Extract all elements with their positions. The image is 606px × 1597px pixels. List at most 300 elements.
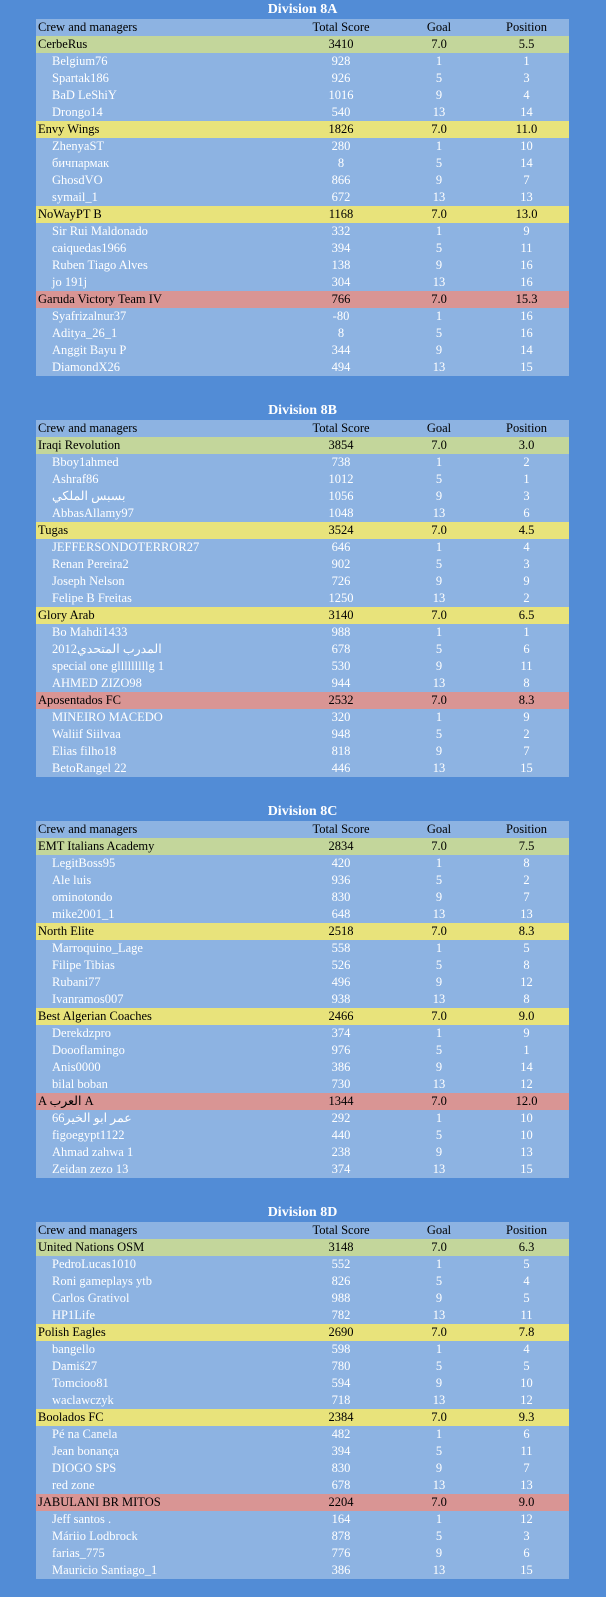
manager-goal: 1 (435, 139, 443, 153)
team-name: Tugas (38, 523, 69, 537)
manager-name: المدرب المتحدي2012 (52, 642, 162, 656)
manager-name: AbbasAllamy97 (52, 506, 134, 520)
team-goal: 7.0 (431, 37, 447, 51)
manager-name: bangello (52, 1342, 96, 1356)
manager-position: 4 (523, 1274, 530, 1288)
manager-score: 8 (337, 326, 345, 340)
manager-score: 540 (331, 105, 351, 119)
team-total-score: 2384 (328, 1410, 354, 1424)
manager-name: Aditya_26_1 (52, 326, 118, 340)
manager-row[interactable] (36, 624, 569, 641)
manager-goal: 5 (435, 156, 443, 170)
manager-score: 386 (331, 1060, 351, 1074)
manager-score: 726 (331, 574, 351, 588)
manager-score: 878 (331, 1529, 351, 1543)
manager-score: 304 (331, 275, 351, 289)
manager-position: 12 (520, 1512, 533, 1526)
manager-row[interactable] (36, 940, 569, 957)
manager-goal: 13 (432, 275, 446, 289)
division-table (36, 0, 569, 376)
manager-goal: 13 (432, 676, 446, 690)
manager-row[interactable] (36, 223, 569, 240)
manager-score: 926 (331, 71, 351, 85)
manager-score: 138 (331, 258, 351, 272)
manager-row[interactable] (36, 505, 569, 522)
manager-goal: 13 (432, 190, 446, 204)
team-goal: 7.0 (431, 693, 447, 707)
manager-position: 14 (520, 1060, 533, 1074)
manager-goal: 13 (432, 907, 446, 921)
manager-score: 482 (331, 1427, 351, 1441)
manager-goal: 5 (435, 241, 443, 255)
manager-row[interactable] (36, 70, 569, 87)
team-row[interactable] (36, 923, 569, 940)
manager-goal: 9 (435, 1145, 443, 1159)
manager-score: 374 (331, 1162, 351, 1176)
team-total-score: 2532 (328, 693, 354, 707)
team-total-score: 1168 (328, 207, 354, 221)
manager-name: DIOGO SPS (52, 1461, 117, 1475)
manager-name: GhosdVO (52, 173, 103, 187)
manager-score: 678 (331, 642, 351, 656)
manager-goal: 9 (435, 659, 443, 673)
manager-row[interactable] (36, 1545, 569, 1562)
team-total-score: 766 (331, 292, 351, 306)
division-title: Division 8D (267, 1205, 338, 1220)
manager-position: 16 (520, 309, 533, 323)
manager-score: 830 (331, 890, 351, 904)
manager-name: special one glllllllllg 1 (52, 659, 165, 673)
manager-row[interactable] (36, 1392, 569, 1409)
manager-name: Spartak186 (52, 71, 109, 85)
team-name: Iraqi Revolution (38, 438, 121, 452)
manager-position: 12 (520, 975, 533, 989)
team-row[interactable] (36, 1324, 569, 1341)
team-goal: 7.0 (431, 1495, 447, 1509)
team-row[interactable] (36, 121, 569, 138)
manager-score: 776 (331, 1546, 351, 1560)
manager-score: 8 (337, 156, 345, 170)
header-goal: Goal (426, 822, 452, 836)
team-goal: 7.0 (431, 924, 447, 938)
team-goal: 7.0 (431, 839, 447, 853)
manager-row[interactable] (36, 138, 569, 155)
manager-goal: 9 (435, 975, 443, 989)
manager-name: Pé na Canela (52, 1427, 118, 1441)
manager-position: 8 (523, 958, 530, 972)
manager-position: 6 (523, 1546, 530, 1560)
manager-row[interactable] (36, 257, 569, 274)
manager-goal: 13 (432, 1077, 446, 1091)
manager-row[interactable] (36, 342, 569, 359)
division-table (36, 802, 569, 1178)
manager-position: 15 (520, 1563, 533, 1577)
team-row[interactable] (36, 1008, 569, 1025)
table-header-row (36, 821, 569, 838)
manager-row[interactable] (36, 359, 569, 376)
manager-goal: 1 (435, 455, 443, 469)
manager-row[interactable] (36, 87, 569, 104)
manager-goal: 9 (435, 744, 443, 758)
manager-score: 866 (331, 173, 351, 187)
team-row[interactable] (36, 607, 569, 624)
manager-position: 3 (523, 489, 530, 503)
team-position: 6.5 (518, 608, 535, 622)
manager-position: 7 (523, 173, 530, 187)
manager-name: Elias filho18 (52, 744, 117, 758)
manager-goal: 5 (435, 557, 443, 571)
team-position: 9.3 (518, 1410, 535, 1424)
manager-goal: 1 (435, 941, 443, 955)
team-position: 6.3 (518, 1240, 535, 1254)
manager-row[interactable] (36, 1307, 569, 1324)
manager-name: Waliif Siilvaa (52, 727, 121, 741)
team-position: 5.5 (518, 37, 535, 51)
manager-score: 938 (331, 992, 351, 1006)
manager-row[interactable] (36, 658, 569, 675)
team-name: Envy Wings (38, 122, 100, 136)
manager-name: Carlos Grativol (52, 1291, 130, 1305)
manager-row[interactable] (36, 274, 569, 291)
manager-row[interactable] (36, 240, 569, 257)
team-position: 4.5 (518, 523, 535, 537)
team-total-score: 2204 (328, 1495, 354, 1509)
manager-row[interactable] (36, 991, 569, 1008)
manager-row[interactable] (36, 1042, 569, 1059)
manager-name: Rubani77 (52, 975, 101, 989)
manager-name: PedroLucas1010 (52, 1257, 137, 1271)
manager-row[interactable] (36, 1025, 569, 1042)
manager-goal: 13 (432, 761, 446, 775)
team-total-score: 3854 (328, 438, 354, 452)
manager-score: 928 (331, 54, 351, 68)
manager-row[interactable] (36, 189, 569, 206)
team-name: Glory Arab (38, 608, 95, 622)
team-position: 8.3 (518, 924, 535, 938)
manager-name: Jeff santos . (52, 1512, 112, 1526)
team-row[interactable] (36, 522, 569, 539)
manager-position: 11 (520, 1444, 533, 1458)
team-name: Garuda Victory Team IV (38, 292, 162, 306)
manager-goal: 1 (435, 1427, 443, 1441)
manager-score: 332 (331, 224, 351, 238)
manager-row[interactable] (36, 155, 569, 172)
manager-name: JEFFERSONDOTERROR27 (52, 540, 200, 554)
manager-row[interactable] (36, 1477, 569, 1494)
manager-name: Doooflamingo (52, 1043, 125, 1057)
header-crew: Crew and managers (38, 822, 138, 836)
manager-row[interactable] (36, 556, 569, 573)
team-goal: 7.0 (431, 1094, 447, 1108)
manager-position: 11 (520, 659, 533, 673)
manager-row[interactable] (36, 1443, 569, 1460)
manager-goal: 9 (435, 1291, 443, 1305)
manager-score: 672 (331, 190, 351, 204)
manager-score: 1056 (328, 489, 354, 503)
team-name: North Elite (38, 924, 94, 938)
team-goal: 7.0 (431, 523, 447, 537)
manager-row[interactable] (36, 743, 569, 760)
manager-row[interactable] (36, 539, 569, 556)
header-goal: Goal (426, 20, 452, 34)
team-position: 3.0 (518, 438, 535, 452)
team-goal: 7.0 (431, 207, 447, 221)
division-table (36, 1203, 569, 1579)
team-name: JABULANI BR MITOS (38, 1495, 161, 1509)
manager-name: Ruben Tiago Alves (52, 258, 148, 272)
manager-name: Damiś27 (52, 1359, 98, 1373)
team-goal: 7.0 (431, 1325, 447, 1339)
manager-goal: 5 (435, 1359, 443, 1373)
manager-position: 16 (520, 258, 533, 272)
manager-goal: 13 (432, 591, 446, 605)
manager-row[interactable] (36, 1076, 569, 1093)
manager-position: 8 (523, 676, 530, 690)
team-total-score: 3140 (328, 608, 354, 622)
manager-row[interactable] (36, 1341, 569, 1358)
manager-position: 6 (523, 1427, 530, 1441)
team-position: 7.5 (518, 839, 535, 853)
team-row[interactable] (36, 206, 569, 223)
manager-name: Drongo14 (52, 105, 103, 119)
manager-goal: 1 (435, 856, 443, 870)
team-goal: 7.0 (431, 608, 447, 622)
manager-position: 11 (520, 1308, 533, 1322)
manager-score: 782 (331, 1308, 351, 1322)
manager-score: 988 (331, 625, 351, 639)
manager-position: 5 (523, 1359, 530, 1373)
manager-row[interactable] (36, 325, 569, 342)
manager-goal: 9 (435, 489, 443, 503)
manager-goal: 13 (432, 1478, 446, 1492)
header-position: Position (506, 421, 547, 435)
manager-score: 344 (331, 343, 351, 357)
manager-position: 15 (520, 1162, 533, 1176)
manager-goal: 5 (435, 642, 443, 656)
manager-position: 14 (520, 343, 533, 357)
manager-position: 14 (520, 105, 533, 119)
manager-row[interactable] (36, 172, 569, 189)
manager-goal: 1 (435, 625, 443, 639)
manager-row[interactable] (36, 760, 569, 777)
manager-score: 830 (331, 1461, 351, 1475)
manager-goal: 1 (435, 309, 443, 323)
manager-position: 7 (523, 890, 530, 904)
manager-name: caiquedas1966 (52, 241, 127, 255)
manager-score: 420 (331, 856, 351, 870)
manager-row[interactable] (36, 1256, 569, 1273)
manager-row[interactable] (36, 641, 569, 658)
team-position: 15.3 (515, 292, 538, 306)
manager-name: bilal boban (52, 1077, 108, 1091)
manager-goal: 1 (435, 1026, 443, 1040)
manager-name: бичпармак (52, 156, 110, 170)
team-total-score: 1344 (328, 1094, 354, 1108)
manager-row[interactable] (36, 974, 569, 991)
manager-position: 3 (523, 557, 530, 571)
manager-name: MINEIRO MACEDO (52, 710, 163, 724)
header-total-score: Total Score (312, 822, 370, 836)
manager-position: 3 (523, 71, 530, 85)
manager-row[interactable] (36, 726, 569, 743)
manager-name: HP1Life (52, 1308, 96, 1322)
manager-score: 738 (331, 455, 351, 469)
division-table (36, 401, 569, 777)
manager-goal: 5 (435, 326, 443, 340)
manager-row[interactable] (36, 1290, 569, 1307)
manager-score: 320 (331, 710, 351, 724)
manager-goal: 5 (435, 1274, 443, 1288)
manager-row[interactable] (36, 1144, 569, 1161)
manager-row[interactable] (36, 1161, 569, 1178)
manager-row[interactable] (36, 1273, 569, 1290)
manager-goal: 13 (432, 360, 446, 374)
manager-score: 374 (331, 1026, 351, 1040)
manager-position: 6 (523, 642, 530, 656)
team-goal: 7.0 (431, 292, 447, 306)
manager-score: 1250 (328, 591, 354, 605)
header-crew: Crew and managers (38, 20, 138, 34)
manager-score: 446 (331, 761, 351, 775)
manager-row[interactable] (36, 1059, 569, 1076)
division-title: Division 8C (267, 804, 338, 819)
manager-row[interactable] (36, 1528, 569, 1545)
header-total-score: Total Score (312, 421, 370, 435)
manager-score: 646 (331, 540, 351, 554)
team-position: 12.0 (515, 1094, 538, 1108)
manager-position: 7 (523, 744, 530, 758)
manager-name: Ale luis (52, 873, 92, 887)
manager-name: waclawczyk (52, 1393, 114, 1407)
manager-goal: 1 (435, 1111, 443, 1125)
manager-row[interactable] (36, 454, 569, 471)
header-position: Position (506, 20, 547, 34)
header-goal: Goal (426, 421, 452, 435)
team-name: NoWayPT B (38, 207, 102, 221)
team-goal: 7.0 (431, 122, 447, 136)
manager-row[interactable] (36, 1110, 569, 1127)
manager-row[interactable] (36, 590, 569, 607)
manager-score: 280 (331, 139, 351, 153)
manager-score: 948 (331, 727, 351, 741)
manager-name: Mauricio Santiago_1 (52, 1563, 158, 1577)
manager-row[interactable] (36, 1511, 569, 1528)
team-position: 9.0 (518, 1009, 535, 1023)
division-title: Division 8A (267, 2, 338, 17)
header-crew: Crew and managers (38, 1223, 138, 1237)
manager-row[interactable] (36, 1127, 569, 1144)
manager-score: 1016 (328, 88, 354, 102)
manager-row[interactable] (36, 957, 569, 974)
team-goal: 7.0 (431, 1240, 447, 1254)
manager-row[interactable] (36, 709, 569, 726)
manager-score: 594 (331, 1376, 351, 1390)
team-row[interactable] (36, 1093, 569, 1110)
manager-position: 10 (520, 1128, 533, 1142)
manager-name: Joseph Nelson (52, 574, 125, 588)
table-header-row (36, 1222, 569, 1239)
team-row[interactable] (36, 291, 569, 308)
manager-row[interactable] (36, 1426, 569, 1443)
team-goal: 7.0 (431, 438, 447, 452)
team-row[interactable] (36, 36, 569, 53)
manager-row[interactable] (36, 906, 569, 923)
manager-name: Derekdzpro (52, 1026, 111, 1040)
manager-row[interactable] (36, 104, 569, 121)
manager-name: Bboy1ahmed (52, 455, 119, 469)
manager-position: 2 (523, 727, 530, 741)
manager-row[interactable] (36, 308, 569, 325)
manager-row[interactable] (36, 872, 569, 889)
manager-row[interactable] (36, 1460, 569, 1477)
manager-name: Anggit Bayu P (52, 343, 127, 357)
manager-position: 12 (520, 1077, 533, 1091)
team-position: 7.8 (518, 1325, 535, 1339)
manager-position: 16 (520, 275, 533, 289)
team-total-score: 2834 (328, 839, 354, 853)
manager-row[interactable] (36, 1562, 569, 1579)
manager-position: 7 (523, 1461, 530, 1475)
manager-name: BaD LeShiY (52, 88, 117, 102)
manager-goal: 9 (435, 173, 443, 187)
team-row[interactable] (36, 1409, 569, 1426)
manager-position: 9 (523, 1026, 530, 1040)
header-crew: Crew and managers (38, 421, 138, 435)
team-row[interactable] (36, 692, 569, 709)
manager-position: 2 (523, 591, 530, 605)
manager-score: -80 (332, 309, 350, 323)
manager-goal: 9 (435, 1376, 443, 1390)
manager-score: 394 (331, 1444, 351, 1458)
manager-row[interactable] (36, 471, 569, 488)
manager-name: mike2001_1 (52, 907, 115, 921)
manager-score: 1048 (328, 506, 354, 520)
manager-goal: 5 (435, 873, 443, 887)
manager-row[interactable] (36, 53, 569, 70)
manager-row[interactable] (36, 1358, 569, 1375)
manager-row[interactable] (36, 855, 569, 872)
manager-name: DiamondX26 (52, 360, 121, 374)
manager-name: Felipe B Freitas (52, 591, 132, 605)
manager-row[interactable] (36, 488, 569, 505)
manager-goal: 1 (435, 710, 443, 724)
team-row[interactable] (36, 1494, 569, 1511)
team-total-score: 3524 (328, 523, 354, 537)
manager-row[interactable] (36, 1375, 569, 1392)
team-row[interactable] (36, 1239, 569, 1256)
manager-position: 1 (523, 625, 530, 639)
manager-row[interactable] (36, 675, 569, 692)
team-total-score: 2466 (328, 1009, 354, 1023)
manager-name: red zone (52, 1478, 95, 1492)
manager-name: بسبس الملكي (52, 489, 126, 503)
manager-row[interactable] (36, 573, 569, 590)
manager-row[interactable] (36, 889, 569, 906)
manager-score: 1012 (328, 472, 354, 486)
manager-score: 598 (331, 1342, 351, 1356)
manager-goal: 5 (435, 71, 443, 85)
team-row[interactable] (36, 838, 569, 855)
team-total-score: 2518 (328, 924, 354, 938)
manager-goal: 5 (435, 1043, 443, 1057)
manager-goal: 9 (435, 88, 443, 102)
team-name: Boolados FC (38, 1410, 104, 1424)
team-row[interactable] (36, 437, 569, 454)
manager-score: 944 (331, 676, 351, 690)
manager-score: 936 (331, 873, 351, 887)
header-position: Position (506, 822, 547, 836)
manager-name: Bo Mahdi1433 (52, 625, 128, 639)
